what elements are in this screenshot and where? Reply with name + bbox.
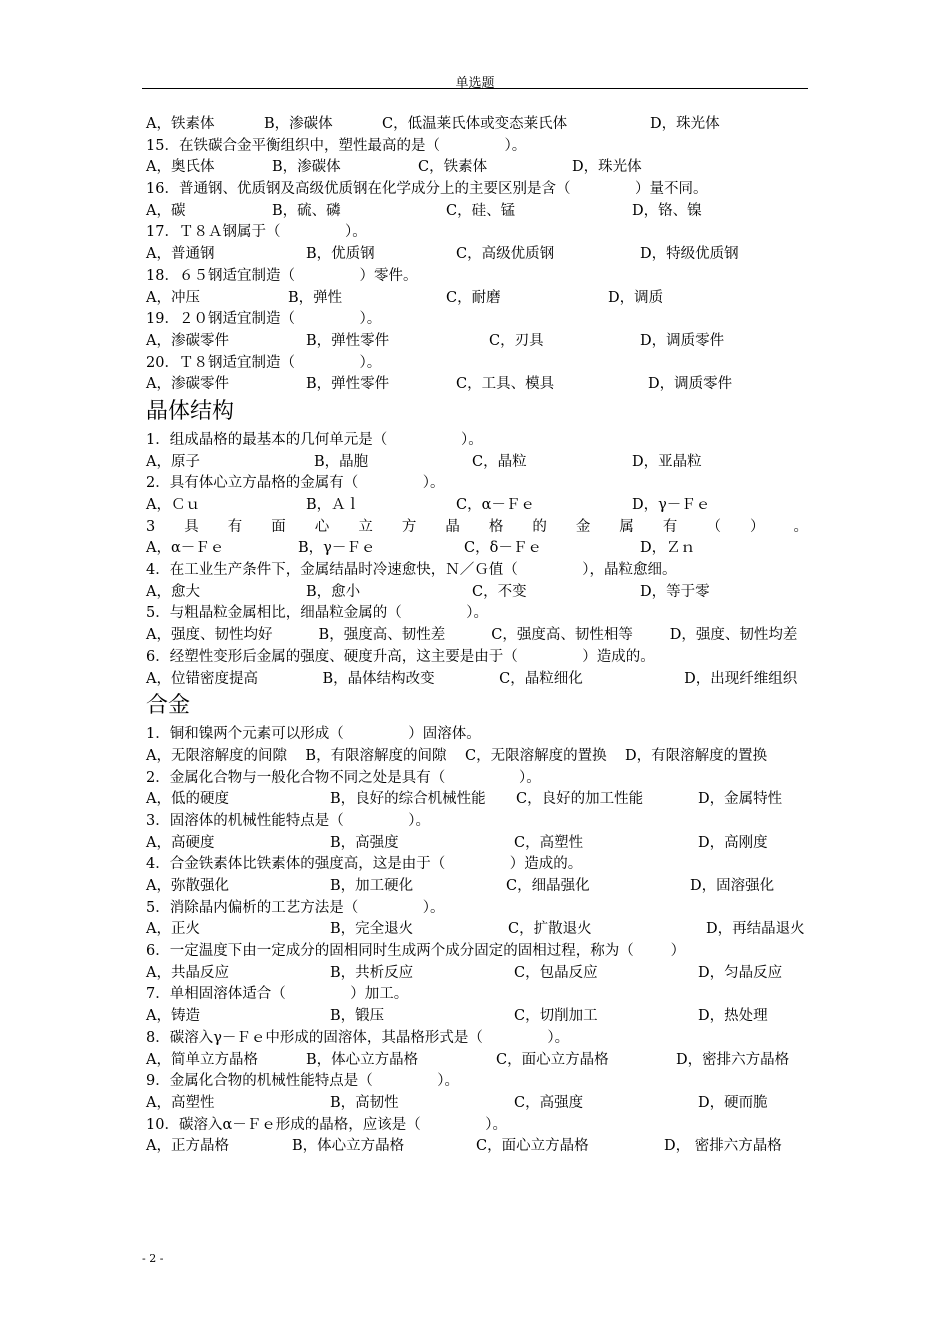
option-a: A，低的硬度 [146, 791, 229, 808]
question-text: 15．在铁碳合金平衡组织中，塑性最高的是（ ）。 [146, 137, 527, 154]
question-text: 8．碳溶入γ－Ｆｅ中形成的固溶体，其晶格形式是（ ）。 [146, 1029, 570, 1046]
question-text: 17．Ｔ８Ａ钢属于（ ）。 [146, 224, 367, 241]
option-c: C，低温莱氏体或变态莱氏体 [382, 116, 568, 132]
question-text: 1．组成晶格的最基本的几何单元是（ ）。 [146, 431, 483, 448]
option-d: D，调质零件 [640, 332, 725, 349]
option-a: A，渗碳零件 [146, 332, 229, 349]
option-text: A，位错密度提高 B，晶体结构改变 C，晶粒细化 D，出现纤维组织 [146, 670, 798, 687]
option-b: B，良好的综合机械性能 [330, 791, 486, 808]
option-d: D，铬、镍 [632, 202, 702, 219]
option-d: D，珠光体 [572, 159, 642, 176]
option-c: C，扩散退火 [508, 921, 592, 938]
question-text: 2．金属化合物与一般化合物不同之处是具有（ ）。 [146, 769, 541, 786]
option-a: A，原子 [146, 453, 200, 470]
question-block-alloy [146, 724, 808, 1158]
option-d: D，亚晶粒 [632, 453, 702, 470]
option-b: B，硫、磷 [272, 202, 341, 219]
option-row [146, 1050, 808, 1072]
option-row [146, 374, 808, 396]
option-c: C，高级优质钢 [456, 246, 555, 263]
section-heading-crystal-structure: 晶体结构 [146, 398, 235, 424]
option-c: C，α－Ｆｅ [456, 497, 535, 513]
option-text: A，强度、韧性均好 B，强度高、韧性差 C，强度高、韧性相等 D，强度、韧性均差 [146, 627, 798, 644]
option-d: D，匀晶反应 [698, 964, 783, 981]
option-b: B，渗碳体 [264, 116, 333, 132]
option-c: C，耐磨 [446, 289, 501, 306]
question-text: 1．铜和镍两个元素可以形成（ ）固溶体。 [146, 726, 481, 743]
question-text: 6．一定温度下由一定成分的固相同时生成两个成分固定的固相过程，称为（ ） [146, 943, 686, 960]
question-text: 18．６５钢适宜制造（ ）零件。 [146, 267, 418, 284]
option-c: C，不变 [472, 583, 527, 600]
question-text: 4．合金铁素体比铁素体的强度高，这是由于（ ）造成的。 [146, 856, 583, 873]
option-c: C，刃具 [489, 332, 544, 349]
question-text: 3 具 有 面 心 立 方 晶 格 的 金 属 有 （ ） 。 [146, 518, 808, 535]
option-b: B，体心立方晶格 [292, 1138, 405, 1155]
question-text: 5．与粗晶粒金属相比，细晶粒金属的（ ）。 [146, 605, 489, 622]
option-b: B，完全退火 [330, 921, 414, 938]
option-d: D，调质 [608, 289, 664, 306]
question-text: 16．普通钢、优质钢及高级优质钢在化学成分上的主要区别是含（ ）量不同。 [146, 181, 708, 198]
option-row [146, 114, 808, 136]
option-b: B，加工硬化 [330, 878, 414, 895]
option-b: B，优质钢 [306, 246, 375, 263]
option-row-wrapped [146, 669, 808, 691]
option-c: C，工具、模具 [456, 376, 555, 393]
option-row [146, 288, 808, 310]
option-a: A，共晶反应 [146, 964, 229, 981]
option-c: C，δ－Ｆｅ [464, 540, 542, 557]
option-row [146, 876, 808, 898]
option-c: C，铁素体 [418, 159, 488, 176]
option-a: A，高塑性 [146, 1094, 215, 1111]
option-row [146, 201, 808, 223]
option-row [146, 919, 808, 941]
option-d: D， 密排六方晶格 [664, 1138, 782, 1155]
option-row-wrapped [146, 625, 808, 647]
option-d: D，γ－Ｆｅ [632, 497, 711, 513]
option-b: B，锻压 [330, 1008, 385, 1025]
option-row [146, 582, 808, 604]
question-text: 9．金属化合物的机械性能特点是（ ）。 [146, 1073, 460, 1090]
section-heading-alloy: 合金 [146, 693, 191, 719]
option-d: D，等于零 [640, 583, 710, 600]
option-b: B，高强度 [330, 834, 399, 851]
option-a: A，Ｃｕ [146, 497, 200, 513]
question-text: 20．Ｔ８钢适宜制造（ ）。 [146, 354, 382, 371]
option-a: A，普通钢 [146, 246, 215, 263]
option-d: D，金属特性 [698, 791, 783, 808]
option-c: C，包晶反应 [514, 964, 598, 981]
option-b: B，弹性零件 [306, 376, 390, 393]
document-body [146, 114, 808, 1158]
option-a: A，渗碳零件 [146, 376, 229, 393]
question-text: 3．固溶体的机械性能特点是（ ）。 [146, 812, 431, 829]
option-b: B，弹性 [288, 289, 343, 306]
page-number: - 2 - [142, 1252, 164, 1265]
option-b: B，Ａｌ [306, 497, 361, 513]
option-c: C，高强度 [514, 1094, 584, 1111]
option-d: D，特级优质钢 [640, 246, 739, 263]
option-a: A，冲压 [146, 289, 200, 306]
question-block-steel [146, 114, 808, 396]
option-d: D，调质零件 [648, 376, 733, 393]
option-row [146, 244, 808, 266]
option-b: B，γ－Ｆｅ [298, 540, 376, 557]
option-row [146, 1006, 808, 1028]
option-c: C，面心立方晶格 [496, 1051, 609, 1068]
option-row-wrapped [146, 746, 808, 768]
option-a: A，铸造 [146, 1008, 200, 1025]
option-c: C，硅、锰 [446, 202, 516, 219]
option-a: A，高硬度 [146, 834, 215, 851]
option-row [146, 833, 808, 855]
option-b: B，弹性零件 [306, 332, 390, 349]
option-c: C，高塑性 [514, 834, 584, 851]
option-a: A，铁素体 [146, 116, 215, 132]
option-d: D，硬而脆 [698, 1094, 768, 1111]
option-d: D，再结晶退火 [706, 921, 805, 938]
option-a: A，奥氏体 [146, 159, 215, 176]
option-d: D，高刚度 [698, 834, 768, 851]
option-c: C，良好的加工性能 [516, 791, 644, 808]
option-row [146, 789, 808, 811]
option-a: A，碳 [146, 202, 186, 219]
option-b: B，渗碳体 [272, 159, 341, 176]
option-row [146, 538, 808, 560]
option-c: C，面心立方晶格 [476, 1138, 589, 1155]
option-row [146, 1093, 808, 1115]
option-a: A，正方晶格 [146, 1138, 229, 1155]
question-text: 6．经塑性变形后金属的强度、硬度升高，这主要是由于（ ）造成的。 [146, 648, 655, 665]
option-text: A，无限溶解度的间隙 B，有限溶解度的间隙 C，无限溶解度的置换 D，有限溶解度的置换 [146, 747, 768, 764]
option-c: C，晶粒 [472, 453, 527, 470]
option-row [146, 452, 808, 474]
option-d: D，固溶强化 [690, 878, 775, 895]
option-a: A，简单立方晶格 [146, 1051, 258, 1068]
option-a: A，正火 [146, 921, 200, 938]
option-d: D，热处理 [698, 1008, 768, 1025]
option-b: B，愈小 [306, 583, 361, 600]
option-c: C，切削加工 [514, 1008, 598, 1025]
option-row [146, 331, 808, 353]
question-text: 7．单相固溶体适合（ ）加工。 [146, 986, 409, 1003]
option-c: C，细晶强化 [506, 878, 590, 895]
question-text: 10．碳溶入α－Ｆｅ形成的晶格，应该是（ ）。 [146, 1116, 508, 1133]
option-d: D，Ｚｎ [640, 540, 696, 557]
option-b: B，高韧性 [330, 1094, 399, 1111]
option-row [146, 495, 808, 517]
option-row [146, 157, 808, 179]
question-text: 19．２０钢适宜制造（ ）。 [146, 311, 382, 328]
question-text: 4．在工业生产条件下，金属结晶时冷速愈快，Ｎ／Ｇ值（ ），晶粒愈细。 [146, 562, 677, 579]
option-b: B，体心立方晶格 [306, 1051, 419, 1068]
option-a: A，α－Ｆｅ [146, 540, 225, 557]
option-b: B，晶胞 [314, 453, 369, 470]
question-block-crystal [146, 430, 808, 690]
page-header-title: 单选题 [455, 76, 495, 91]
option-d: D，密排六方晶格 [676, 1051, 790, 1068]
option-d: D，珠光体 [650, 116, 720, 132]
option-b: B，共析反应 [330, 964, 414, 981]
header-divider [142, 88, 808, 89]
option-a: A，愈大 [146, 583, 200, 600]
option-row [146, 1136, 808, 1158]
question-text: 5．消除晶内偏析的工艺方法是（ ）。 [146, 899, 445, 916]
question-text: 2．具有体心立方晶格的金属有（ ）。 [146, 475, 445, 492]
option-row [146, 963, 808, 985]
option-a: A，弥散强化 [146, 878, 229, 895]
